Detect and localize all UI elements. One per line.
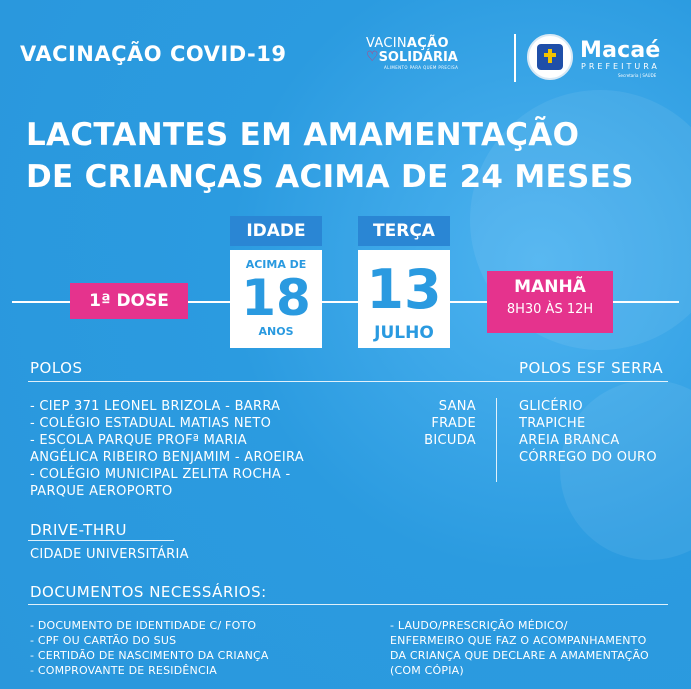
list-item: PARQUE AEROPORTO [30, 484, 173, 499]
idade-card [230, 250, 322, 348]
idade-label: IDADE [230, 216, 322, 246]
shift-badge [487, 271, 613, 333]
logo-text-part: VACIN [366, 36, 407, 51]
list-item: - CERTIDÃO DE NASCIMENTO DA CRIANÇA [30, 649, 269, 662]
logo-tagline: ALIMENTO PARA QUEM PRECISA [384, 65, 459, 70]
documentos-left-list [30, 618, 330, 678]
drive-thru-heading: DRIVE-THRU [30, 521, 128, 539]
logo-text-line2: SOLIDÁRIA [378, 50, 458, 65]
esf-divider [496, 398, 497, 482]
documentos-heading: DOCUMENTOS NECESSÁRIOS: [30, 583, 267, 601]
list-item: - COLÉGIO MUNICIPAL ZELITA ROCHA - [30, 467, 291, 482]
idade-bottom: ANOS [258, 325, 294, 338]
list-item: (COM CÓPIA) [390, 664, 464, 677]
heart-icon: ♡ [366, 49, 379, 65]
esf-left-list [412, 398, 476, 449]
drive-thru-divider [28, 540, 174, 541]
list-item: - LAUDO/PRESCRIÇÃO MÉDICO/ [390, 619, 568, 632]
header-title: VACINAÇÃO COVID-19 [20, 42, 287, 66]
logo-text-part-bold: AÇÃO [406, 36, 449, 51]
list-item: - CIEP 371 LEONEL BRIZOLA - BARRA [30, 399, 281, 414]
list-item: BICUDA [424, 433, 476, 448]
list-item: DA CRIANÇA QUE DECLARE A AMAMENTAÇÃO [390, 649, 649, 662]
list-item: SANA [438, 399, 476, 414]
city-secretaria: Secretaria | SAÚDE [618, 73, 657, 78]
dose-badge: 1ª DOSE [70, 283, 188, 319]
main-title-line2: DE CRIANÇAS ACIMA DE 24 MESES [26, 159, 634, 195]
esf-right-list [519, 398, 669, 466]
date-card [358, 250, 450, 348]
polos-divider [28, 381, 668, 382]
drive-thru-item: CIDADE UNIVERSITÁRIA [30, 547, 189, 562]
list-item: - CPF OU CARTÃO DO SUS [30, 634, 177, 647]
logo-divider [514, 34, 516, 82]
idade-value: 18 [241, 269, 311, 327]
polos-list [30, 398, 350, 500]
list-item: TRAPICHE [519, 416, 586, 431]
shift-label: MANHÃ [514, 277, 586, 297]
list-item: ANGÉLICA RIBEIRO BENJAMIM - AROEIRA [30, 450, 304, 465]
list-item: FRADE [431, 416, 476, 431]
day-number: 13 [366, 258, 442, 321]
vacinacao-solidaria-logo [366, 36, 506, 78]
main-title [26, 114, 634, 198]
city-name: Macaé [580, 38, 661, 63]
list-item: - COLÉGIO ESTADUAL MATIAS NETO [30, 416, 272, 431]
documentos-divider [28, 604, 668, 605]
list-item: GLICÉRIO [519, 399, 583, 414]
list-item: - COMPROVANTE DE RESIDÊNCIA [30, 664, 218, 677]
list-item: CÓRREGO DO OURO [519, 450, 657, 465]
list-item: - ESCOLA PARQUE PROFª MARIA [30, 433, 248, 448]
list-item: - DOCUMENTO DE IDENTIDADE C/ FOTO [30, 619, 257, 632]
polos-heading: POLOS [30, 359, 83, 377]
list-item: ENFERMEIRO QUE FAZ O ACOMPANHAMENTO [390, 634, 647, 647]
day-label: TERÇA [358, 216, 450, 246]
polos-esf-heading: POLOS ESF SERRA [519, 359, 664, 377]
city-subtitle: PREFEITURA [581, 62, 660, 71]
main-title-line1: LACTANTES EM AMAMENTAÇÃO [26, 117, 580, 153]
city-seal-icon [527, 34, 573, 80]
month: JULHO [374, 323, 434, 343]
shift-time: 8H30 ÀS 12H [506, 302, 594, 317]
documentos-right-list [390, 618, 680, 678]
list-item: AREIA BRANCA [519, 433, 620, 448]
idade-top: ACIMA DE [245, 258, 307, 271]
